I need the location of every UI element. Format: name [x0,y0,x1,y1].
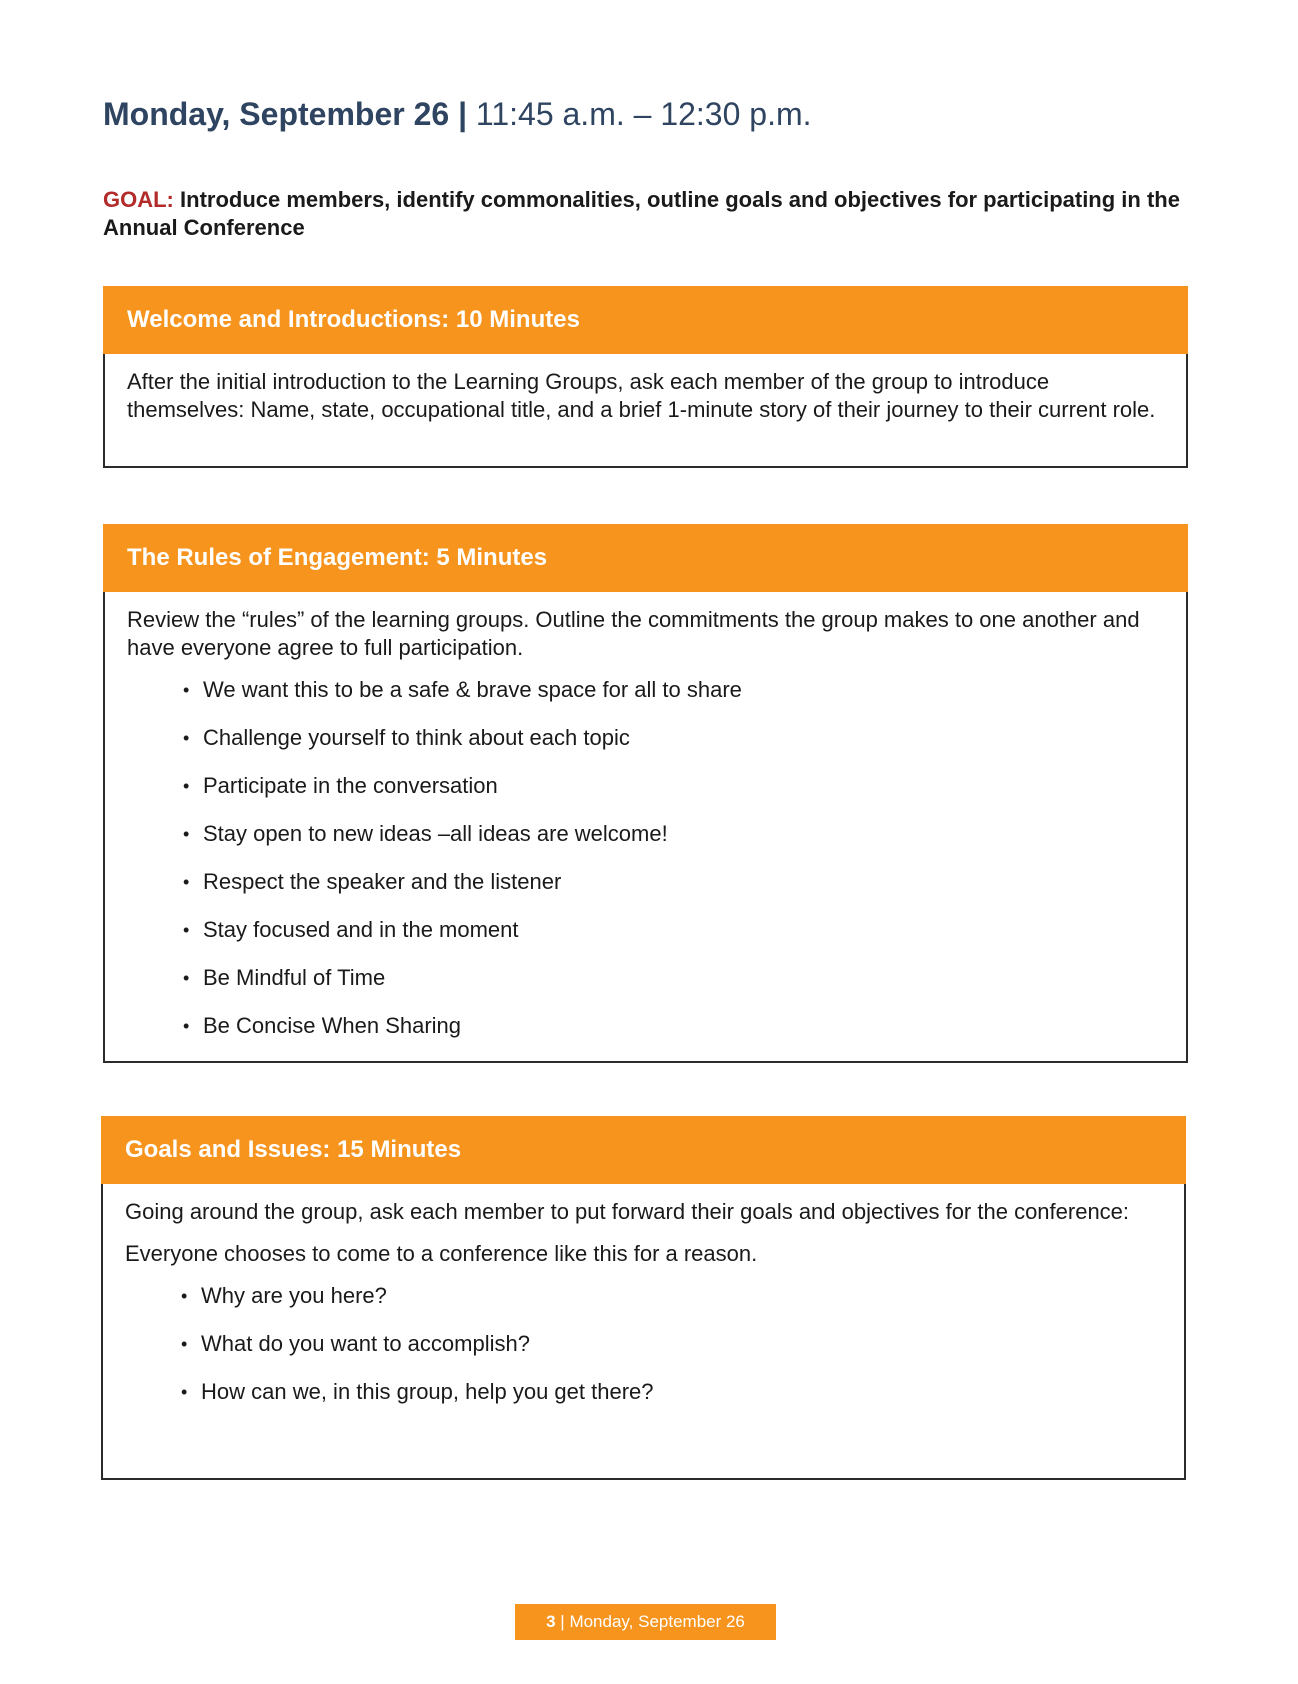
goal-label: GOAL: [103,187,174,212]
list-item-text: Participate in the conversation [203,773,498,798]
bullet-icon: • [183,872,190,892]
list-item [183,916,1162,964]
bullet-icon: • [183,824,190,844]
footer-separator: | [560,1612,565,1631]
list-item-text: Challenge yourself to think about each topic [203,725,630,750]
list-item [183,676,1162,724]
list-item [181,1282,1160,1330]
goal-statement [103,186,1193,242]
page-title [103,96,812,133]
questions-list [125,1282,1160,1426]
list-item-text: What do you want to accomplish? [201,1331,530,1356]
section-rules-of-engagement [103,524,1188,1063]
section-header: The Rules of Engagement: 5 Minutes [103,524,1188,592]
page-title-time: 11:45 a.m. – 12:30 p.m. [475,96,812,132]
section-body [105,354,1186,424]
list-item [183,964,1162,1012]
list-item-text: We want this to be a safe & brave space for all to share [203,677,742,702]
list-item-text: Be Mindful of Time [203,965,386,990]
list-item [183,1012,1162,1060]
bullet-icon: • [183,776,190,796]
section-goals-and-issues [101,1116,1186,1480]
list-item [183,724,1162,772]
bullet-icon: • [183,680,190,700]
list-item [181,1378,1160,1426]
section-paragraph: After the initial introduction to the Learning Groups, ask each member of the group to introduce themselves: Name, state, occupational title, and a brief 1-minute story of their journey to their current role. [127,369,1156,422]
list-item-text: How can we, in this group, help you get there? [201,1379,654,1404]
bullet-icon: • [181,1382,188,1402]
list-item [183,868,1162,916]
section-paragraph: Review the “rules” of the learning groups. Outline the commitments the group makes to one another and have everyone agree to full participation. [127,607,1140,660]
section-welcome-introductions [103,286,1188,468]
bullet-icon: • [183,1016,190,1036]
page-title-day: Monday, September 26 [103,96,450,132]
bullet-icon: • [181,1334,188,1354]
bullet-icon: • [183,920,190,940]
rules-list [127,676,1162,1060]
list-item-text: Respect the speaker and the listener [203,869,562,894]
section-header: Goals and Issues: 15 Minutes [101,1116,1186,1184]
list-item-text: Why are you here? [201,1283,387,1308]
bullet-icon: • [183,728,190,748]
page-title-separator: | [458,96,468,132]
page-number: 3 [546,1612,556,1631]
bullet-icon: • [183,968,190,988]
bullet-icon: • [181,1286,188,1306]
page-footer-tab [515,1604,776,1640]
footer-label: Monday, September 26 [569,1612,745,1631]
list-item-text: Stay focused and in the moment [203,917,519,942]
section-paragraph: Everyone chooses to come to a conference like this for a reason. [125,1241,758,1266]
section-header: Welcome and Introductions: 10 Minutes [103,286,1188,354]
list-item-text: Be Concise When Sharing [203,1013,462,1038]
goal-text: Introduce members, identify commonalities, outline goals and objectives for participating in the Annual Conference [103,187,1180,240]
list-item-text: Stay open to new ideas –all ideas are welcome! [203,821,668,846]
list-item [183,820,1162,868]
list-item [183,772,1162,820]
section-body [103,1184,1184,1426]
list-item [181,1330,1160,1378]
section-body [105,592,1186,1060]
section-paragraph: Going around the group, ask each member to put forward their goals and objectives for the conference: [125,1199,1130,1224]
